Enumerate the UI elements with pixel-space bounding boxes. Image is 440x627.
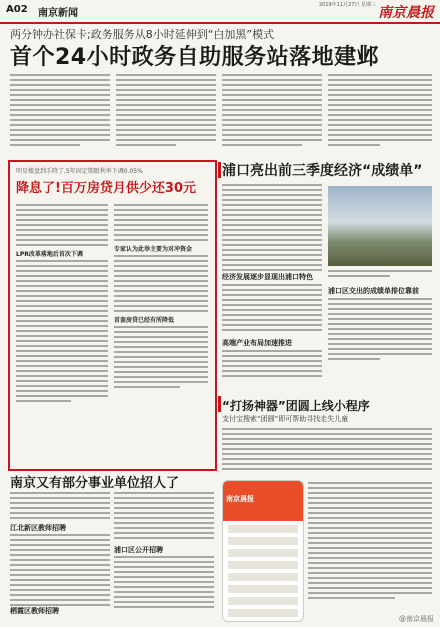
photo-caption: [328, 270, 432, 280]
rate-cut-story-box: [8, 160, 217, 471]
masthead: [0, 0, 440, 24]
rate-cut-title: 降息了!百万房贷月供少还30元: [16, 181, 197, 196]
rate-cut-body-b: [16, 260, 108, 402]
jobs-headline: 南京又有部分事业单位招人了: [10, 476, 180, 491]
page-number: A02: [6, 4, 28, 15]
phone-header: [223, 481, 303, 521]
jobs-body-col-1: [10, 492, 110, 522]
pukou-subhead-3: 高端产业布局加速推进: [222, 339, 292, 347]
app-story-headline: “打扬神器”团圆上线小程序: [222, 399, 370, 413]
jobs-body-col-1b: [10, 534, 110, 609]
pukou-body-col-1: [222, 184, 322, 274]
top-story-body-col-2: [116, 74, 216, 149]
city-photo: [328, 186, 432, 266]
watermark: @南京晨报: [399, 615, 434, 623]
accent-bar: [218, 162, 221, 178]
top-story-headline: 首个24小时政务自助服务站落地建邺: [10, 45, 380, 70]
pukou-economy-title: 浦口亮出前三季度经济“成绩单”: [222, 163, 423, 179]
jobs-subhead-1: 江北新区教师招聘: [10, 524, 66, 532]
pukou-subhead-1: 浦口区交出的成绩单排位靠前: [328, 287, 419, 295]
app-story-body: [308, 482, 432, 602]
phone-title: 南京晨报: [226, 495, 254, 503]
top-story-body-col-4: [328, 74, 432, 149]
pukou-body-col-1b: [222, 284, 322, 334]
jobs-subhead-2: 浦口区公开招聘: [114, 546, 163, 554]
phone-body: [223, 525, 303, 617]
top-story-body-col-1: [10, 74, 110, 149]
phone-mockup: [222, 480, 304, 622]
rate-cut-kicker: 明星楼盘到手降了,5年固定期限利率下调0.05%: [16, 168, 143, 175]
app-story-intro: [222, 428, 432, 473]
pukou-body-col-2: [328, 298, 432, 363]
rate-cut-subhead-1: LPR改革落地后首次下调: [16, 251, 83, 258]
brand-logo: 南京晨报: [378, 5, 434, 21]
date-line: 2019年11月27日 星期三: [318, 2, 376, 8]
app-story-kicker: 支付宝搜索“团圆”即可帮助寻找走失儿童: [222, 415, 349, 423]
jobs-body-col-2: [114, 492, 214, 542]
top-story-kicker: 两分钟办社保卡;政务服务从8小时延伸到“白加黑”模式: [10, 28, 275, 41]
pukou-subhead-2: 经济发展逐步显现出浦口特色: [222, 273, 313, 281]
top-story-body-col-3: [222, 74, 322, 149]
pukou-body-col-1c: [222, 350, 322, 380]
accent-bar-2: [218, 396, 221, 412]
rate-cut-subhead-2: 专家认为此举主要为对冲资金: [114, 246, 193, 253]
rate-cut-body-e: [114, 326, 208, 388]
rate-cut-body-d: [114, 255, 208, 312]
rate-cut-subhead-3: 首套房贷已经有所降低: [114, 317, 175, 324]
rate-cut-body-c: [114, 204, 208, 241]
section-name: 南京新闻: [38, 8, 78, 19]
jobs-subhead-3: 栖霞区教师招聘: [10, 607, 59, 615]
rate-cut-body-a: [16, 204, 108, 246]
jobs-body-col-2b: [114, 556, 214, 611]
